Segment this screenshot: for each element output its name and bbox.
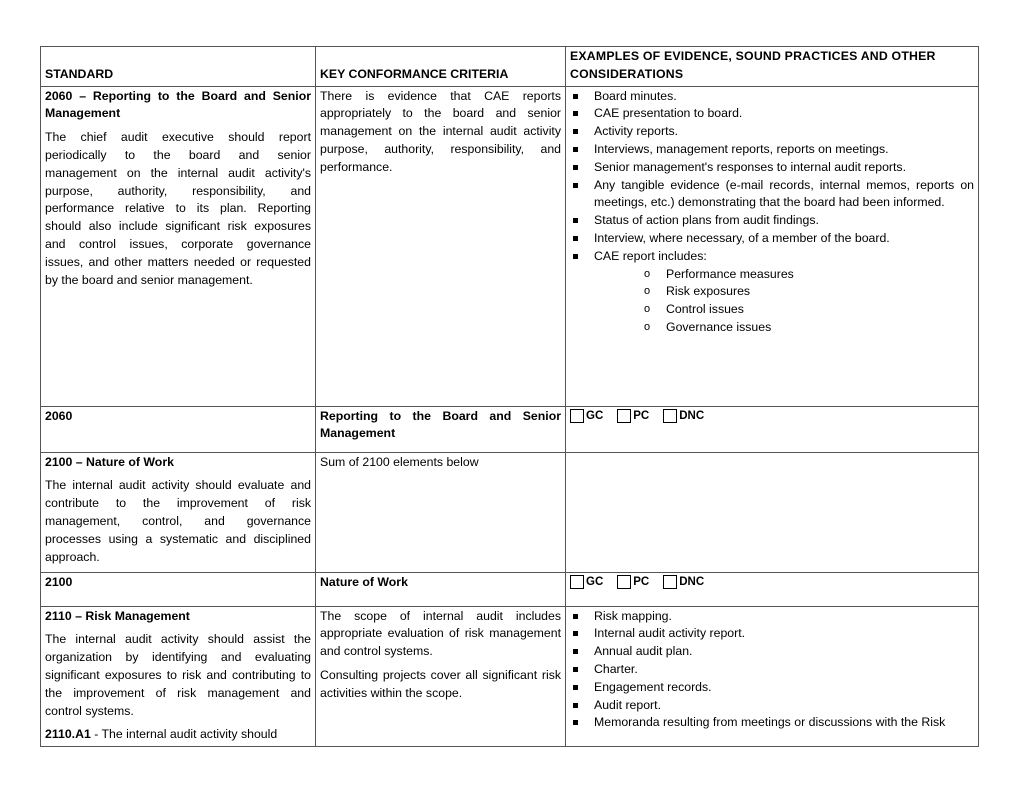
square-bullet-icon — [573, 667, 578, 672]
sub-list-item: o Risk exposures — [642, 283, 974, 301]
standard-text: The chief audit executive should report periodically to the board and senior management on the internal audit activity's purpose, authority, responsibility, and performance relative to its plan. Reporting should also include significant risk exposures and control issues, corporate governance issues, and other matters needed or requested by the board and senior management. — [45, 130, 311, 287]
standard-title: 2110 – Risk Management — [45, 608, 190, 623]
square-bullet-icon — [573, 183, 578, 188]
standard-text: The internal audit activity should evaluate and contribute to the improvement of risk management, control, and governance processes using a systematic and disciplined approach. — [45, 478, 311, 564]
list-item: Annual audit plan. — [570, 643, 974, 661]
checkbox-icon[interactable] — [663, 409, 677, 423]
rating-title: Nature of Work — [316, 572, 566, 606]
rating-cell — [566, 406, 979, 452]
square-bullet-icon — [573, 631, 578, 636]
circle-bullet-icon: o — [644, 285, 651, 298]
rating-code: 2060 — [41, 406, 316, 452]
evidence-list — [570, 88, 974, 266]
square-bullet-icon — [573, 685, 578, 690]
square-bullet-icon — [573, 236, 578, 241]
checkbox-icon[interactable] — [617, 409, 631, 423]
evidence-cell — [566, 86, 979, 406]
rating-option-dnc[interactable]: DNC — [663, 408, 704, 426]
square-bullet-icon — [573, 254, 578, 259]
standard-subsection — [45, 726, 311, 744]
rating-option-gc[interactable]: GC — [570, 408, 603, 426]
square-bullet-icon — [573, 147, 578, 152]
list-item: CAE report includes: — [570, 248, 974, 266]
table-row-2060 — [41, 86, 979, 406]
standard-title: 2060 – Reporting to the Board and Senior Management — [45, 88, 311, 121]
rating-options — [570, 574, 974, 592]
list-item: Status of action plans from audit findings. — [570, 212, 974, 230]
rating-cell — [566, 572, 979, 606]
square-bullet-icon — [573, 94, 578, 99]
rating-option-pc[interactable]: PC — [617, 574, 649, 592]
sub-list-item: o Performance measures — [642, 266, 974, 284]
standard-cell — [41, 606, 316, 747]
evidence-list — [570, 608, 974, 733]
conformance-table — [40, 46, 979, 747]
list-item: Senior management's responses to internal audit reports. — [570, 159, 974, 177]
criteria-text: Consulting projects cover all significant risk activities within the scope. — [320, 667, 561, 700]
list-item: Engagement records. — [570, 679, 974, 697]
list-item: Any tangible evidence (e-mail records, internal memos, reports on meetings, etc.) demonstrating that the board had been informed. — [570, 177, 974, 213]
header-criteria: KEY CONFORMANCE CRITERIA — [316, 47, 566, 87]
rating-code: 2100 — [41, 572, 316, 606]
standard-cell — [41, 86, 316, 406]
subsection-label: 2110.A1 — [45, 727, 91, 742]
list-item: CAE presentation to board. — [570, 105, 974, 123]
criteria-text: The scope of internal audit includes appropriate evaluation of risk management and control systems. — [320, 608, 561, 659]
rating-title: Reporting to the Board and Senior Management — [316, 406, 566, 452]
evidence-cell — [566, 606, 979, 747]
list-item: Interviews, management reports, reports on meetings. — [570, 141, 974, 159]
rating-row-2060 — [41, 406, 979, 452]
criteria-text: There is evidence that CAE reports appropriately to the board and senior management on the internal audit activity purpose, authority, responsibility, and performance. — [320, 88, 561, 174]
list-item: Interview, where necessary, of a member of the board. — [570, 230, 974, 248]
circle-bullet-icon: o — [644, 320, 651, 333]
list-item: Board minutes. — [570, 88, 974, 106]
sub-list-item: o Governance issues — [642, 319, 974, 337]
standard-cell — [41, 452, 316, 572]
header-standard: STANDARD — [41, 47, 316, 87]
table-row-2110 — [41, 606, 979, 747]
checkbox-icon[interactable] — [570, 409, 584, 423]
subsection-text: - The internal audit activity should — [90, 727, 278, 742]
rating-option-pc[interactable]: PC — [617, 408, 649, 426]
square-bullet-icon — [573, 218, 578, 223]
rating-row-2100 — [41, 572, 979, 606]
square-bullet-icon — [573, 129, 578, 134]
square-bullet-icon — [573, 111, 578, 116]
cae-report-sublist — [570, 266, 974, 337]
standard-title: 2100 – Nature of Work — [45, 454, 174, 469]
header-evidence: EXAMPLES OF EVIDENCE, SOUND PRACTICES AND OTHER CONSIDERATIONS — [566, 47, 979, 87]
list-item: Risk mapping. — [570, 608, 974, 626]
table-row-2100 — [41, 452, 979, 572]
sub-list-item: o Control issues — [642, 301, 974, 319]
circle-bullet-icon: o — [644, 303, 651, 316]
criteria-cell — [316, 86, 566, 406]
evidence-cell — [566, 452, 979, 572]
square-bullet-icon — [573, 649, 578, 654]
rating-options — [570, 408, 974, 426]
criteria-text: Sum of 2100 elements below — [320, 454, 479, 469]
square-bullet-icon — [573, 703, 578, 708]
circle-bullet-icon: o — [644, 267, 651, 280]
square-bullet-icon — [573, 165, 578, 170]
list-item: Memoranda resulting from meetings or discussions with the Risk — [570, 714, 974, 732]
checkbox-icon[interactable] — [617, 575, 631, 589]
rating-option-gc[interactable]: GC — [570, 574, 603, 592]
checkbox-icon[interactable] — [663, 575, 677, 589]
checkbox-icon[interactable] — [570, 575, 584, 589]
square-bullet-icon — [573, 614, 578, 619]
rating-option-dnc[interactable]: DNC — [663, 574, 704, 592]
criteria-cell — [316, 452, 566, 572]
square-bullet-icon — [573, 720, 578, 725]
header-row — [41, 47, 979, 87]
list-item: Internal audit activity report. — [570, 625, 974, 643]
list-item: Activity reports. — [570, 123, 974, 141]
list-item: Charter. — [570, 661, 974, 679]
list-item: Audit report. — [570, 697, 974, 715]
criteria-cell — [316, 606, 566, 747]
standard-text: The internal audit activity should assist the organization by identifying and evaluating significant exposures to risk and contributing to the improvement of risk management and control systems. — [45, 632, 311, 718]
